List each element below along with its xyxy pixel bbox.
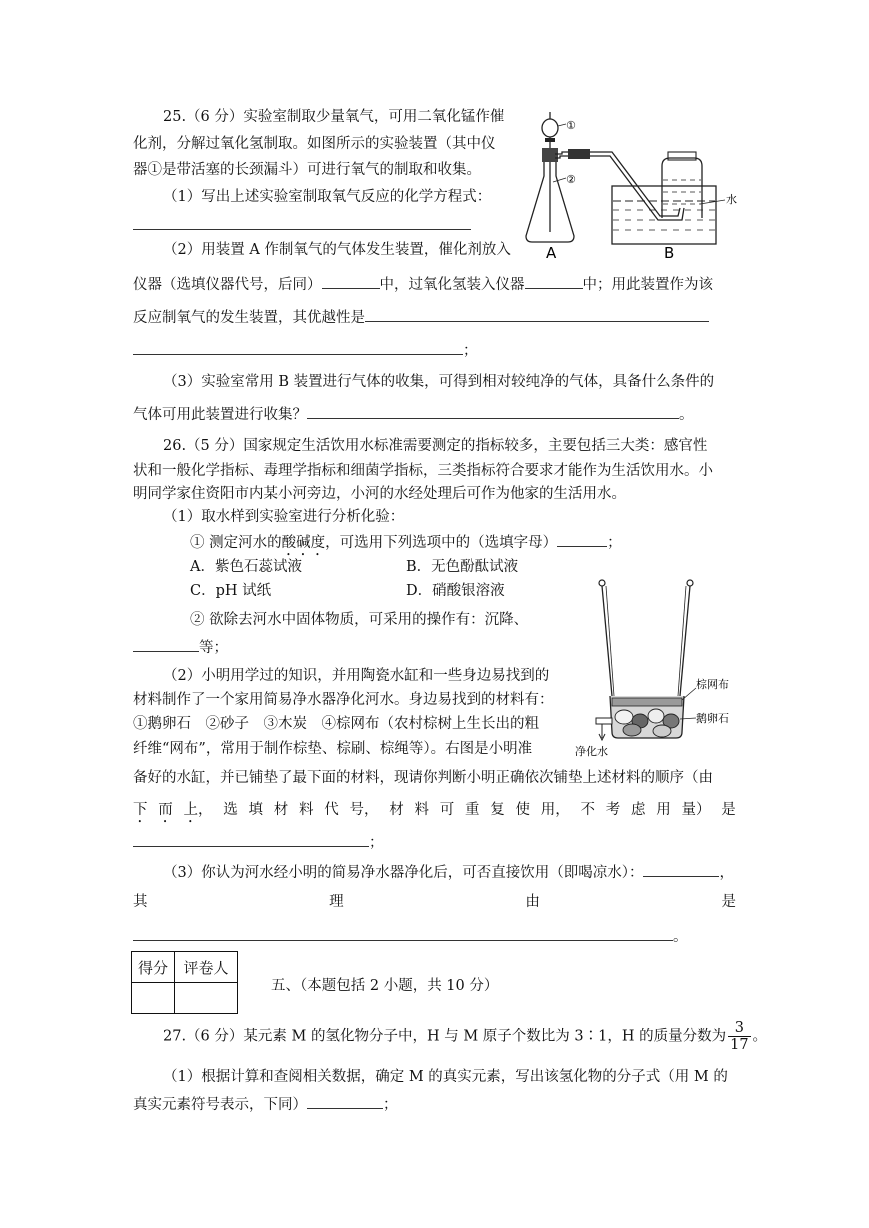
- q26-part2-line1: （2）小明用学过的知识，并用陶瓷水缸和一些身边易找到的: [163, 668, 550, 684]
- option-d: D．硝酸银溶液: [406, 583, 505, 599]
- rubber-connector: [568, 149, 590, 159]
- q27-blank-formula[interactable]: [307, 1094, 383, 1109]
- q26-sub2: ② 欲除去河水中固体物质，可采用的操作有：沉降、: [190, 612, 529, 628]
- label-instrument-2: ②: [566, 173, 576, 186]
- q27-part1-line1: （1）根据计算和查阅相关数据，确定 M 的真实元素，写出该氢化物的分子式（用 M 的: [163, 1069, 728, 1085]
- q26-part2-line3: ①鹅卵石 ②砂子 ③木炭 ④棕网布（农村棕树上生长出的粗: [133, 716, 539, 732]
- q26-part2-line5: 备好的水缸，并已铺垫了最下面的材料，现请你判断小明正确依次铺垫上述材料的顺序（由: [133, 770, 713, 786]
- label-instrument-1: ①: [566, 119, 576, 132]
- q26-sub1: ① 测定河水的酸碱度，可选用下列选项中的（选填字母） ；: [190, 532, 622, 559]
- option-a: A．紫色石蕊试液: [190, 559, 302, 575]
- q26-intro-line1: 26.（5 分）国家规定生活饮用水标准需要测定的指标较多，主要包括三大类：感官性: [163, 438, 708, 454]
- q26-blank-material-order[interactable]: [133, 832, 369, 847]
- gas-collection-bottle: [662, 158, 702, 218]
- q25-blank-catalyst-instrument[interactable]: [322, 274, 380, 289]
- q25-apparatus-figure: [520, 104, 748, 264]
- label-purified-water: 净化水: [575, 745, 608, 758]
- label-pebbles: 鹅卵石: [696, 712, 729, 725]
- q26-part2-line4: 纤维“网布”，常用于制作棕垫、棕刷、棕绳等）。右图是小明准: [133, 741, 533, 757]
- q26-part3-line3: 。: [133, 926, 688, 947]
- q25-part2-line3: 反应制氧气的发生装置，其优越性是: [133, 307, 709, 328]
- q26-blank-acidity-option[interactable]: [557, 532, 607, 547]
- q26-blank-operation[interactable]: [133, 637, 199, 652]
- q25-intro-line2: 化剂，分解过氧化氢制取。如图所示的实验装置（其中仪: [133, 136, 496, 152]
- q26-part3-line1: （3）你认为河水经小明的简易净水器净化后，可否直接饮用（即喝凉水）： ，: [163, 862, 734, 883]
- q26-sub2-cont: 等；: [133, 637, 228, 658]
- word-er: 而: [158, 802, 173, 818]
- q27-intro: 27.（6 分）某元素 M 的氢化物分子中，H 与 M 原子个数比为 3∶1，H 的质量分数为 $\frac{3}{17}$ 。: [163, 1020, 768, 1053]
- q25-blank-advantage-cont[interactable]: [133, 340, 463, 355]
- q26-intro-line2: 状和一般化学指标、毒理学指标和细菌学指标，三类指标符合要求才能作为生活饮用水。小: [133, 463, 713, 479]
- word-shang: 上，: [183, 802, 213, 818]
- q26-part2-line6: 下 而 上， 选 填 材 料 代 号， 材 料 可 重 复 使 用， 不 考 虑 用 量） 是: [133, 800, 736, 826]
- q25-blank-gas-condition[interactable]: [307, 404, 679, 419]
- score-cell[interactable]: [132, 983, 175, 1014]
- q26-part3-line2: 其 理 由 是: [133, 894, 736, 910]
- q25-blank-advantage[interactable]: [365, 307, 709, 322]
- q26-part2-line2: 材料制作了一个家用简易净水器净化河水。身边易找到的材料有：: [133, 692, 554, 708]
- fraction-3-17: $\frac{3}{17}$: [730, 1020, 749, 1053]
- option-b: B．无色酚酞试液: [406, 559, 519, 575]
- label-water: 水: [726, 193, 737, 206]
- q26-blank-reason[interactable]: [133, 926, 673, 941]
- word-xia: 下: [133, 802, 148, 818]
- section-five-heading: 五、（本题包括 2 小题，共 10 分）: [271, 978, 499, 994]
- q25-part2-line2: 仪器（选填仪器代号，后同） 中，过氧化氢装入仪器 中；用此装置作为该: [133, 274, 713, 295]
- q26-intro-line3: 明同学家住资阳市内某小河旁边，小河的水经处理后可作为他家的生活用水。: [133, 486, 626, 502]
- q25-intro-line3: 器①是带活塞的长颈漏斗）可进行氧气的制取和收集。: [133, 162, 481, 178]
- q26-part2-line7: ；: [133, 832, 384, 853]
- q25-part3-line2: 气体可用此装置进行收集？ 。: [133, 404, 694, 425]
- water-filter-figure: [572, 574, 772, 760]
- q26-blank-drinkable[interactable]: [643, 862, 719, 877]
- funnel-bulb: [542, 119, 558, 137]
- q25-part2-line4: ；: [133, 340, 478, 361]
- grader-cell[interactable]: [175, 983, 238, 1014]
- q27-part1-line2: 真实元素符号表示，下同） ；: [133, 1094, 398, 1115]
- score-box: [131, 951, 238, 1014]
- mesh-layer: [612, 698, 682, 706]
- q26-part1: （1）取水样到实验室进行分析化验：: [163, 509, 405, 525]
- label-palm-mesh: 棕网布: [696, 678, 729, 691]
- q25-blank-peroxide-instrument[interactable]: [525, 274, 583, 289]
- q25-part2-line1: （2）用装置 A 作制氧气的气体发生装置，催化剂放入: [163, 242, 511, 258]
- grader-header: 评卷人: [175, 952, 238, 983]
- flask-stopper: [542, 148, 558, 162]
- label-apparatus-b: B: [664, 244, 675, 262]
- outlet-pipe: [596, 718, 612, 724]
- label-apparatus-a: A: [546, 244, 557, 262]
- score-header: 得分: [132, 952, 175, 983]
- q25-part3-line1: （3）实验室常用 B 装置进行气体的收集，可得到相对较纯净的气体，具备什么条件的: [163, 374, 715, 390]
- option-c: C．pH 试纸: [190, 583, 272, 599]
- water-trough: [612, 186, 716, 244]
- q25-part1-answer-line: [133, 229, 471, 230]
- emphasis-acidity: 酸碱度: [281, 535, 326, 551]
- q25-intro-line1: 25.（6 分）实验室制取少量氧气，可用二氧化锰作催: [163, 109, 505, 125]
- q25-part1: （1）写出上述实验室制取氧气反应的化学方程式：: [163, 189, 492, 205]
